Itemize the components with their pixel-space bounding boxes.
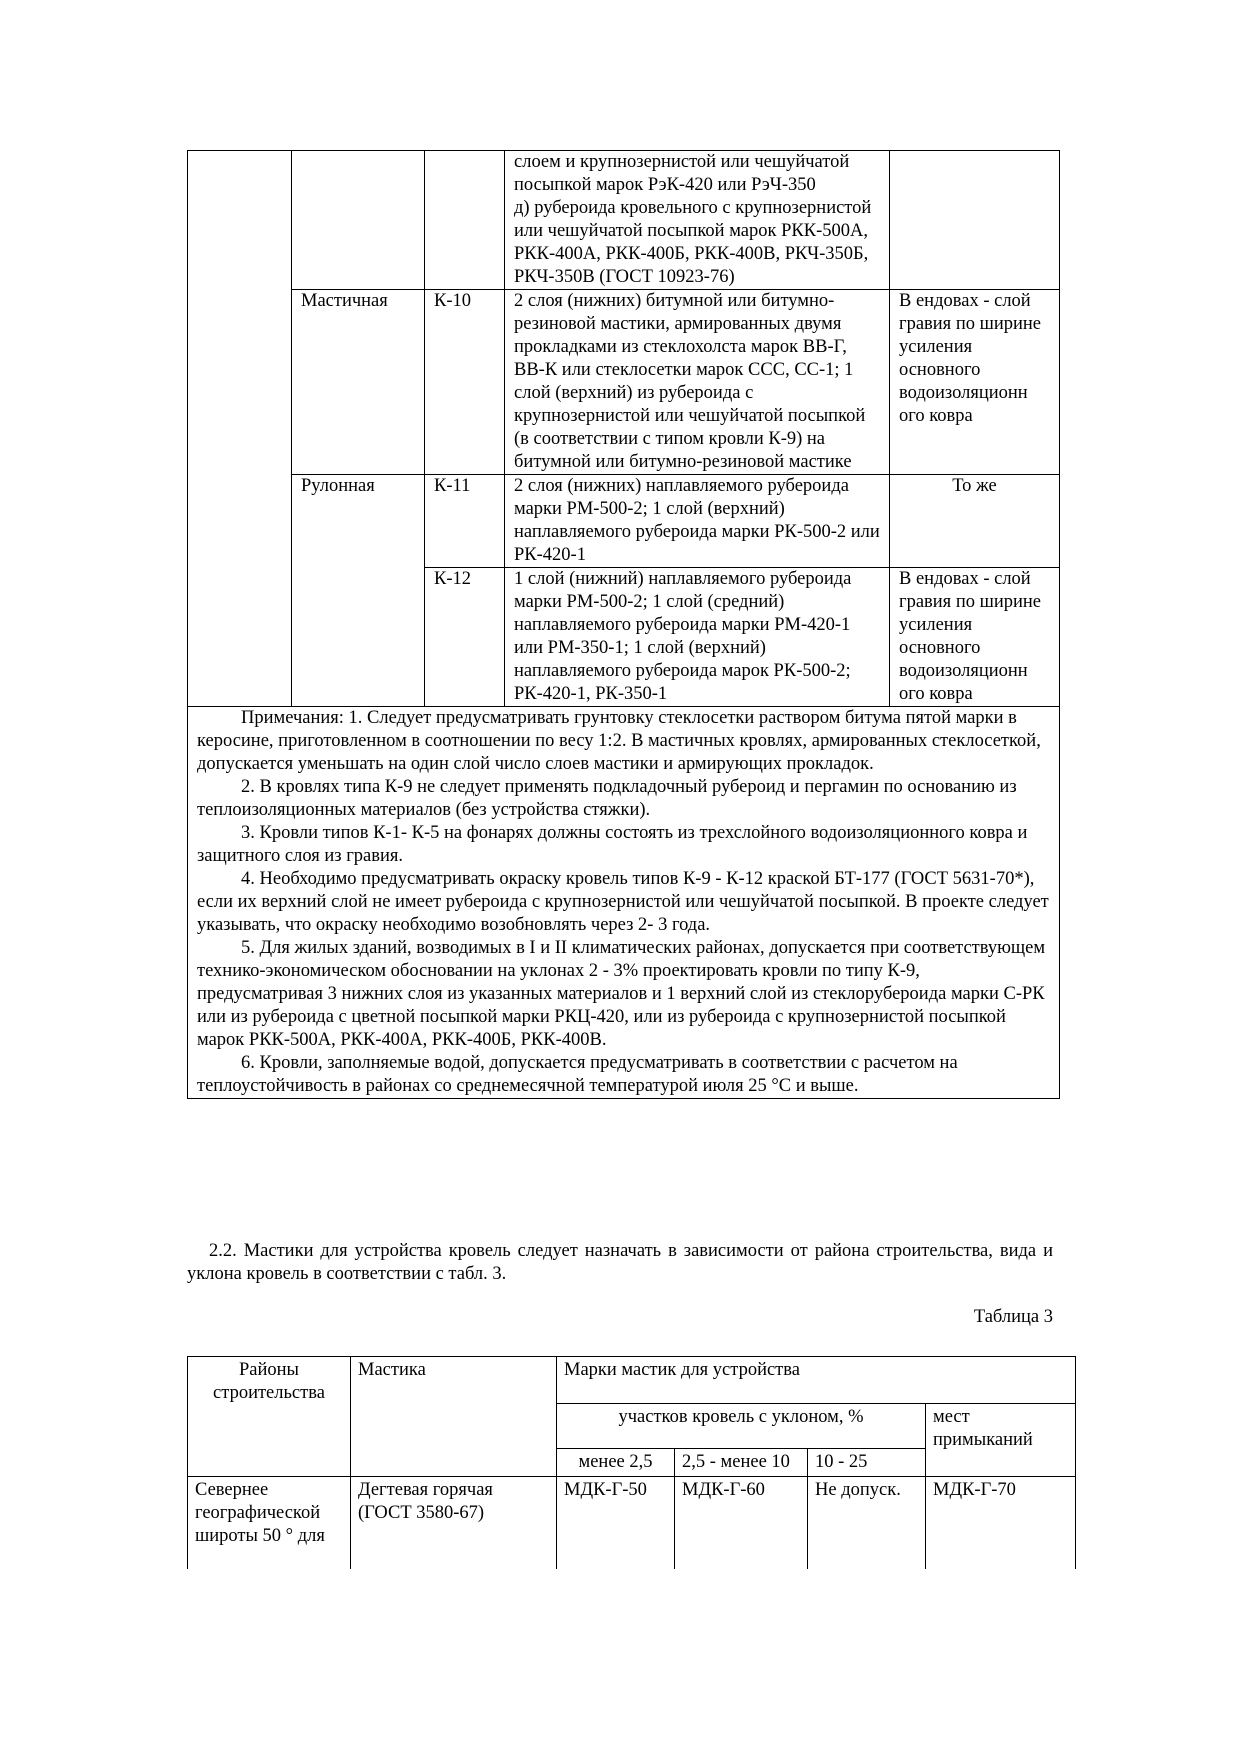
note-paragraph: 6. Кровли, заполняемые водой, допускается предусматривать в соответствии с расчетом на теплоустойчивость в районах со среднемесячной температурой июля 25 °С и выше.: [197, 1053, 958, 1096]
roof-code-cell: К-12: [425, 568, 505, 707]
table-header-row: [188, 1357, 1076, 1404]
table-cell: [188, 151, 292, 707]
table-row: [188, 475, 1060, 568]
header-cell: 10 - 25: [808, 1449, 926, 1477]
note-paragraph: 2. В кровлях типа К-9 не следует применять подкладочный рубероид и пергамин по основанию из теплоизоляционных материалов (без устройства стяжки).: [197, 777, 1017, 820]
table-row: [188, 1477, 1076, 1570]
table-row: [188, 151, 1060, 290]
header-cell: участков кровель с уклоном, %: [557, 1404, 926, 1449]
protection-cell: В ендовах - слой гравия по ширине усиления основного водоизоляционн ого ковра: [890, 290, 1060, 475]
table-cell: [425, 151, 505, 290]
table-cell: МДК-Г-60: [675, 1477, 808, 1570]
table-cell: Севернее географической широты 50 ° для: [188, 1477, 351, 1570]
table-cell: [890, 151, 1060, 290]
header-cell: мест примыканий: [926, 1404, 1076, 1477]
table-row: [188, 290, 1060, 475]
table-cell: слоем и крупнозернистой или чешуйчатой посыпкой марок РэК-420 или РэЧ-350 д) рубероида кровельного с крупнозернистой или чешуйчатой посыпкой марок РКК-500А, РКК-400А, РКК-400Б, РКК-400В, РКЧ-350Б, РКЧ-350В (ГОСТ 10923-76): [505, 151, 890, 290]
roof-kind-cell: Рулонная: [292, 475, 425, 707]
header-cell: менее 2,5: [557, 1449, 675, 1477]
header-cell: Районы строительства: [188, 1357, 351, 1477]
note-paragraph: 3. Кровли типов К-1- К-5 на фонарях должны состоять из трехслойного водоизоляционного ковра и защитного слоя из гравия.: [197, 823, 1028, 866]
roof-kind-cell: Мастичная: [292, 290, 425, 475]
notes-cell: [188, 707, 1060, 1099]
table-caption: Таблица 3: [973, 1307, 1053, 1327]
protection-cell: В ендовах - слой гравия по ширине усиления основного водоизоляционн ого ковра: [890, 568, 1060, 707]
roof-code-cell: К-11: [425, 475, 505, 568]
protection-cell: То же: [890, 475, 1060, 568]
table-cell: МДК-Г-50: [557, 1477, 675, 1570]
mastic-grades-table: [187, 1356, 1076, 1569]
body-paragraph: 2.2. Мастики для устройства кровель следует назначать в зависимости от района строительства, вида и уклона кровель в соответствии с табл. 3.: [187, 1241, 1053, 1284]
header-cell: Марки мастик для устройства: [557, 1357, 1076, 1404]
note-paragraph: 4. Необходимо предусматривать окраску кровель типов К-9 - К-12 краской БТ-177 (ГОСТ 5631-70*), если их верхний слой не имеет рубероида с крупнозернистой или чешуйчатой посыпкой. В проекте следует указывать, что окраску необходимо возобновлять через 2- 3 года.: [197, 869, 1049, 935]
header-cell: 2,5 - менее 10: [675, 1449, 808, 1477]
table-cell: МДК-Г-70: [926, 1477, 1076, 1570]
note-paragraph: 5. Для жилых зданий, возводимых в I и II климатических районах, допускается при соответствующем технико-экономическом обосновании на уклонах 2 - 3% проектировать кровли по типу К-9, предусматривая 3 нижних слоя из указанных материалов и 1 верхний слой из стеклорубероида марки С-РК или из рубероида с цветной посыпкой марки РКЦ-420, или из рубероида с крупнозернистой посыпкой марок РКК-500А, РКК-400А, РКК-400Б, РКК-400В.: [197, 938, 1046, 1050]
material-cell: 2 слоя (нижних) наплавляемого рубероида марки РМ-500-2; 1 слой (верхний) наплавляемого рубероида марки РК-500-2 или РК-420-1: [505, 475, 890, 568]
material-cell: 1 слой (нижний) наплавляемого рубероида марки РМ-500-2; 1 слой (средний) наплавляемого рубероида марки РМ-420-1 или РМ-350-1; 1 слой (верхний) наплавляемого рубероида марок РК-500-2; РК-420-1, РК-350-1: [505, 568, 890, 707]
note-paragraph: Примечания: 1. Следует предусматривать грунтовку стеклосетки раствором битума пятой марки в керосине, приготовленном в соотношении по весу 1:2. В мастичных кровлях, армированных стеклосеткой, допускается уменьшать на один слой число слоев мастики и армирующих прокладок.: [197, 708, 1041, 774]
table-row: [188, 707, 1060, 1099]
material-cell: 2 слоя (нижних) битумной или битумно-резиновой мастики, армированных двумя прокладками из стеклохолста марок ВВ-Г, ВВ-К или стеклосетки марок ССС, СС-1; 1 слой (верхний) из рубероида с крупнозернистой или чешуйчатой посыпкой (в соответствии с типом кровли К-9) на битумной или битумно-резиновой мастике: [505, 290, 890, 475]
table-cell: Не допуск.: [808, 1477, 926, 1570]
table-cell: Дегтевая горячая (ГОСТ 3580-67): [351, 1477, 557, 1570]
roofing-types-table: [187, 150, 1060, 1099]
header-cell: Мастика: [351, 1357, 557, 1477]
roof-code-cell: К-10: [425, 290, 505, 475]
table-cell: [292, 151, 425, 290]
